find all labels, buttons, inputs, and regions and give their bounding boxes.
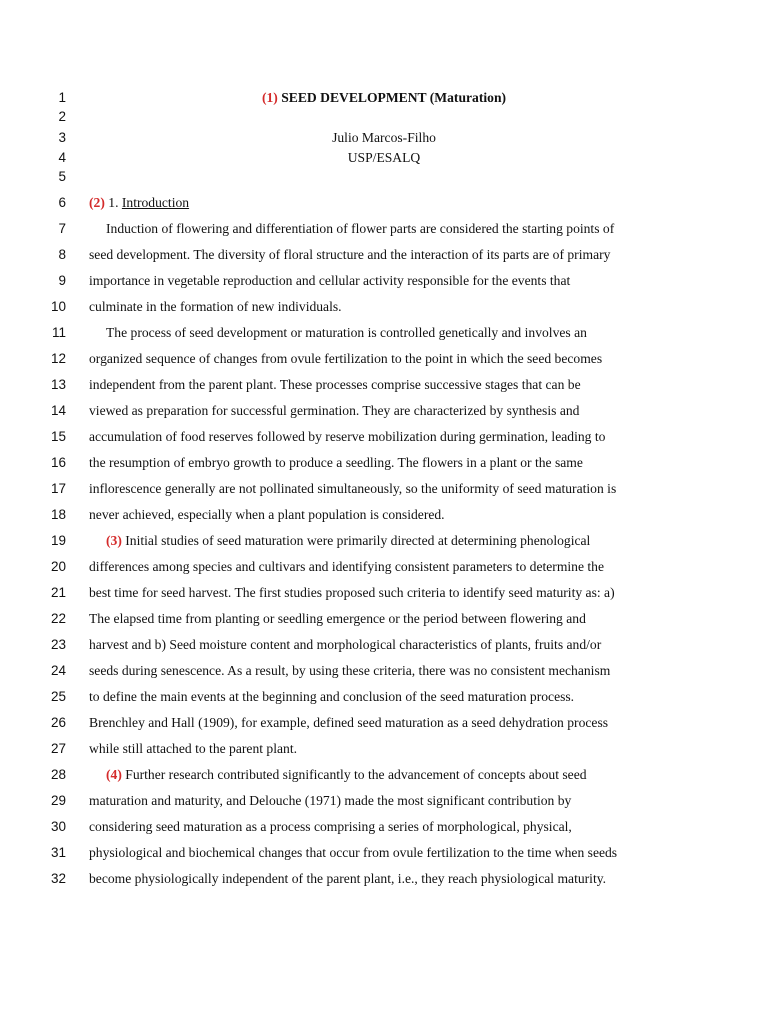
line-number: 28 — [50, 767, 66, 782]
paragraph-line-text: Further research contributed significantly to the advancement of concepts about seed — [125, 767, 587, 782]
line-31 — [0, 840, 768, 866]
line-number: 23 — [50, 637, 66, 652]
paragraph-line: to define the main events at the beginning and conclusion of the seed maturation process. — [89, 689, 575, 704]
line-number: 27 — [50, 741, 66, 756]
line-19 — [0, 528, 768, 554]
paragraph-line: importance in vegetable reproduction and cellular activity responsible for the events that — [89, 273, 571, 288]
line-number: 8 — [58, 247, 66, 262]
line-28 — [0, 762, 768, 788]
paragraph-line: never achieved, especially when a plant population is considered. — [89, 507, 445, 522]
paragraph-line: while still attached to the parent plant. — [89, 741, 297, 756]
line-13 — [0, 372, 768, 398]
line-9 — [0, 268, 768, 294]
paragraph-line: physiological and biochemical changes that occur from ovule fertilization to the time when seeds — [89, 845, 618, 860]
paragraph-line: The elapsed time from planting or seedling emergence or the period between flowering and — [89, 611, 586, 626]
line-22 — [0, 606, 768, 632]
line-number: 15 — [50, 429, 66, 444]
line-5 — [0, 164, 768, 190]
line-number: 14 — [50, 403, 66, 418]
line-number: 6 — [58, 195, 66, 210]
line-number: 11 — [51, 325, 66, 340]
section-marker: (2) — [89, 195, 105, 210]
line-20 — [0, 554, 768, 580]
line-26 — [0, 710, 768, 736]
paragraph-line: seed development. The diversity of floral structure and the interaction of its parts are of primary — [89, 247, 611, 262]
line-number: 25 — [50, 689, 66, 704]
line-number: 22 — [50, 611, 66, 626]
section-number: 1. — [108, 195, 119, 210]
line-10 — [0, 294, 768, 320]
paragraph-line: considering seed maturation as a process comprising a series of morphological, physical, — [89, 819, 572, 834]
line-27 — [0, 736, 768, 762]
section-title: Introduction — [121, 195, 190, 210]
line-24 — [0, 658, 768, 684]
line-29 — [0, 788, 768, 814]
line-number: 9 — [58, 273, 66, 288]
line-number: 20 — [50, 559, 66, 574]
line-number: 24 — [50, 663, 66, 678]
line-7 — [0, 216, 768, 242]
line-30 — [0, 814, 768, 840]
paragraph-line: maturation and maturity, and Delouche (1971) made the most significant contribution by — [89, 793, 572, 808]
paragraph-line: inflorescence generally are not pollinated simultaneously, so the uniformity of seed maturation is — [89, 481, 617, 496]
line-16 — [0, 450, 768, 476]
line-number: 12 — [50, 351, 66, 366]
paragraph-line: Brenchley and Hall (1909), for example, defined seed maturation as a seed dehydration process — [89, 715, 609, 730]
paragraph-line: culminate in the formation of new individuals. — [89, 299, 342, 314]
line-23 — [0, 632, 768, 658]
line-number: 2 — [58, 109, 66, 124]
paragraph-line: become physiologically independent of the parent plant, i.e., they reach physiological maturity. — [89, 871, 607, 886]
line-18 — [0, 502, 768, 528]
line-number: 10 — [50, 299, 66, 314]
line-number: 30 — [50, 819, 66, 834]
line-number: 29 — [50, 793, 66, 808]
author: Julio Marcos-Filho — [332, 130, 436, 145]
line-number: 3 — [58, 130, 66, 145]
paragraph-line: viewed as preparation for successful germination. They are characterized by synthesis and — [89, 403, 580, 418]
line-number: 17 — [50, 481, 66, 496]
line-number: 32 — [50, 871, 66, 886]
line-number: 1 — [58, 90, 66, 105]
paragraph-line: The process of seed development or maturation is controlled genetically and involves an — [106, 325, 587, 340]
line-8 — [0, 242, 768, 268]
line-number: 18 — [50, 507, 66, 522]
paragraph-line-text: Initial studies of seed maturation were primarily directed at determining phenological — [125, 533, 591, 548]
line-number: 13 — [50, 377, 66, 392]
line-number: 26 — [50, 715, 66, 730]
paragraph-line — [89, 528, 679, 554]
line-number: 4 — [58, 150, 66, 165]
line-number: 31 — [50, 845, 66, 860]
line-15 — [0, 424, 768, 450]
paragraph-line: organized sequence of changes from ovule fertilization to the point in which the seed becomes — [89, 351, 603, 366]
paragraph-marker: (4) — [106, 767, 122, 782]
title-marker: (1) — [261, 90, 278, 105]
line-32 — [0, 866, 768, 892]
paragraph-line: best time for seed harvest. The first studies proposed such criteria to identify seed maturity as: a) — [89, 585, 615, 600]
line-11 — [0, 320, 768, 346]
line-number: 5 — [58, 169, 66, 184]
paragraph-line: Induction of flowering and differentiation of flower parts are considered the starting points of — [106, 221, 615, 236]
paragraph-line: accumulation of food reserves followed by reserve mobilization during germination, leading to — [89, 429, 606, 444]
section-heading — [89, 190, 679, 216]
line-25 — [0, 684, 768, 710]
paragraph-marker: (3) — [106, 533, 122, 548]
paragraph-line: differences among species and cultivars and identifying consistent parameters to determine the — [89, 559, 605, 574]
line-14 — [0, 398, 768, 424]
line-number: 16 — [50, 455, 66, 470]
paragraph-line: seeds during senescence. As a result, by using these criteria, there was no consistent mechanism — [89, 663, 611, 678]
affiliation: USP/ESALQ — [347, 150, 421, 165]
line-number: 7 — [58, 221, 66, 236]
paragraph-line: independent from the parent plant. These processes comprise successive stages that can be — [89, 377, 581, 392]
line-number: 21 — [50, 585, 66, 600]
title-text: SEED DEVELOPMENT (Maturation) — [281, 90, 507, 105]
line-17 — [0, 476, 768, 502]
line-21 — [0, 580, 768, 606]
paragraph-line — [89, 762, 679, 788]
paragraph-line: the resumption of embryo growth to produce a seedling. The flowers in a plant or the same — [89, 455, 583, 470]
line-number: 19 — [50, 533, 66, 548]
line-12 — [0, 346, 768, 372]
paragraph-line: harvest and b) Seed moisture content and morphological characteristics of plants, fruits and/or — [89, 637, 602, 652]
line-6 — [0, 190, 768, 216]
